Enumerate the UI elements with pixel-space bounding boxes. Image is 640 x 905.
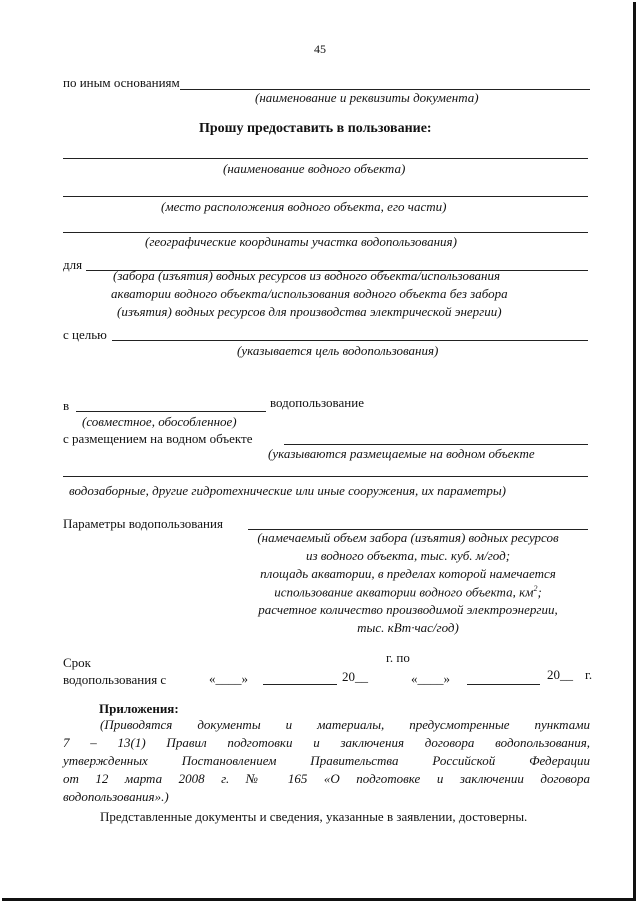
coordinates-field[interactable] [63,232,588,233]
usage-type-hint: (совместное, обособленное) [82,414,237,429]
attachments-line: от 12 марта 2008 г. № 165 «О подготовке и заключении договора [63,771,590,786]
purpose-hint-line: (изъятия) водных ресурсов для производства электрической энергии) [117,304,502,319]
page-number: 45 [314,42,326,56]
attachments-heading: Приложения: [99,701,179,716]
superscript: 2 [533,584,538,593]
usage-type-prefix: в [63,398,70,413]
water-body-field[interactable] [63,158,588,159]
placement-label: с размещением на водном объекте [63,431,253,446]
goal-label: с целью [63,327,107,342]
parameters-hint-line: (намечаемый объем забора (изъятия) водных ресурсов [257,530,559,545]
parameters-hint-line-area [228,584,588,600]
placement-hint-2: водозаборные, другие гидротехнические или иные сооружения, их параметры) [69,483,506,498]
coordinates-hint: (географические координаты участка водопользования) [145,234,457,249]
term-year-suffix: г. [585,667,593,682]
purpose-hint-line: акватории водного объекта/использования водного объекта без забора [111,286,508,301]
goal-hint: (указывается цель водопользования) [237,343,439,358]
goal-field[interactable] [112,340,588,341]
parameters-hint-semicolon: ; [537,584,542,600]
basis-hint: (наименование и реквизиты документа) [255,90,479,105]
placement-hint: (указываются размещаемые на водном объекте [268,446,535,461]
term-label: Срок [63,655,91,670]
water-body-hint: (наименование водного объекта) [223,161,406,176]
parameters-hint-line: расчетное количество производимой электроэнергии, [258,602,558,617]
term-to-label: г. по [386,650,410,665]
attachments-line: 7 – 13(1) Правил подготовки и заключения договора водопользования, [63,735,590,750]
parameters-hint-line: площадь акватории, в пределах которой намечается [260,566,556,581]
placement-field[interactable] [284,444,588,445]
usage-type-field[interactable] [76,411,266,412]
basis-label: по иным основаниям [63,75,180,90]
parameters-label: Параметры водопользования [63,516,223,531]
attachments-line: утвержденных Постановлением Правительства Российской Федерации [63,753,590,768]
placement-field-2[interactable] [63,476,588,477]
location-hint: (место расположения водного объекта, его части) [161,199,447,214]
term-from-day[interactable]: «____» [209,671,248,686]
term-from-year[interactable]: 20__ [342,669,368,684]
attachments-line: (Приводятся документы и материалы, предусмотренные пунктами [100,717,590,732]
parameters-hint-text: использование акватории водного объекта, км [274,584,534,600]
parameters-hint-line: из водного объекта, тыс. куб. м/год; [305,548,511,563]
confirmation-text: Представленные документы и сведения, указанные в заявлении, достоверны. [100,809,528,824]
purpose-for-label: для [63,257,83,272]
request-heading: Прошу предоставить в пользование: [199,121,432,136]
term-from-label: водопользования с [63,672,167,687]
attachments-last-line: водопользования».) [63,789,169,804]
usage-type-suffix: водопользование [270,395,364,410]
location-field[interactable] [63,196,588,197]
parameters-hint-line: тыс. кВт·час/год) [357,620,459,635]
term-to-month-field[interactable] [467,684,540,685]
term-to-day[interactable]: «____» [411,671,450,686]
purpose-hint-line: (забора (изъятия) водных ресурсов из водного объекта/использования [113,268,500,283]
term-from-month-field[interactable] [263,684,337,685]
term-to-year[interactable]: 20__ [547,667,573,682]
